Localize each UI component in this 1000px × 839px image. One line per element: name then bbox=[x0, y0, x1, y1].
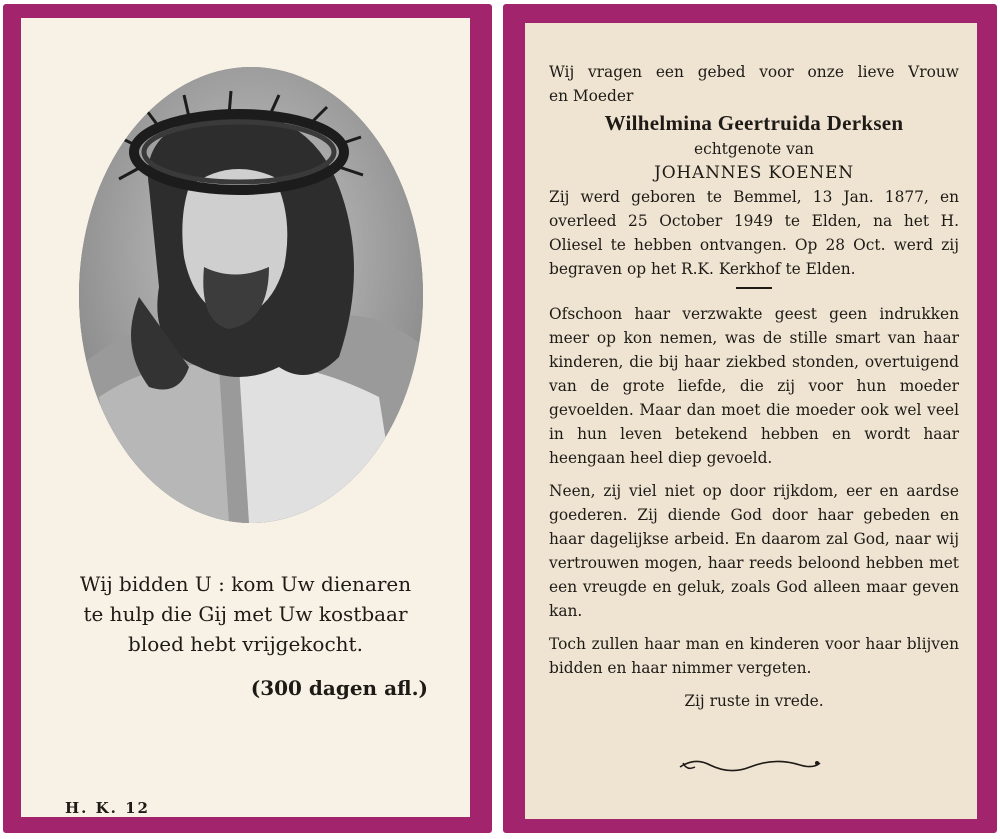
closing-line: Zij ruste in vrede. bbox=[684, 692, 824, 710]
left-card-panel bbox=[21, 18, 470, 817]
indulgence-note: (300 dagen afl.) bbox=[250, 676, 428, 700]
memorial-text bbox=[549, 60, 959, 713]
deceased-name: Wilhelmina Geertruida Derksen bbox=[604, 111, 904, 135]
prayer-line: bloed hebt vrijgekocht. bbox=[128, 632, 363, 656]
right-card bbox=[503, 4, 997, 833]
prayer-text bbox=[51, 569, 440, 659]
right-card-panel bbox=[525, 23, 977, 819]
intro-line: Wij vragen een gebed voor onze lieve Vrouw bbox=[549, 63, 959, 81]
intro-line: en Moeder bbox=[549, 87, 634, 105]
prayer-line: te hulp die Gij met Uw kostbaar bbox=[83, 602, 408, 626]
spouse-name: JOHANNES KOENEN bbox=[654, 163, 854, 183]
left-card bbox=[3, 4, 492, 833]
paragraph: Neen, zij viel niet op door rijkdom, eer en aardse goederen. Zij diende God door haar gebeden en haar dagelijkse arbeid. En daarom zal God, naar wij vertrouwen mogen, haar reeds beloond hebben met een vreugde en geluk, zoals God alleen maar geven kan. bbox=[549, 482, 959, 620]
prayer-line: Wij bidden U : kom Uw dienaren bbox=[79, 572, 412, 596]
card-code: H. K. 12 bbox=[65, 799, 150, 817]
paragraph: Ofschoon haar verzwakte geest geen indrukken meer op kon nemen, was de stille smart van haar kinderen, die bij haar ziekbed stonden, overtuigend van de grote liefde, die zij voor hun moeder gevoelden. Maar dan moet die moeder ook wel veel in hun leven betekend hebben en wordt haar heengaan heel diep gevoeld. bbox=[549, 305, 959, 467]
spouse-label: echtgenote van bbox=[694, 140, 814, 158]
paragraph: Toch zullen haar man en kinderen voor haar blijven bidden en haar nimmer vergeten. bbox=[549, 635, 959, 677]
ornamental-flourish-icon bbox=[675, 753, 825, 777]
biography: Zij werd geboren te Bemmel, 13 Jan. 1877, en overleed 25 October 1949 te Elden, na het H. Oliesel te hebben ontvangen. Op 28 Oct. werd zij begraven op het R.K. Kerkhof te Elden. bbox=[549, 188, 959, 278]
christ-portrait-icon bbox=[79, 67, 423, 523]
divider-line bbox=[736, 287, 772, 289]
